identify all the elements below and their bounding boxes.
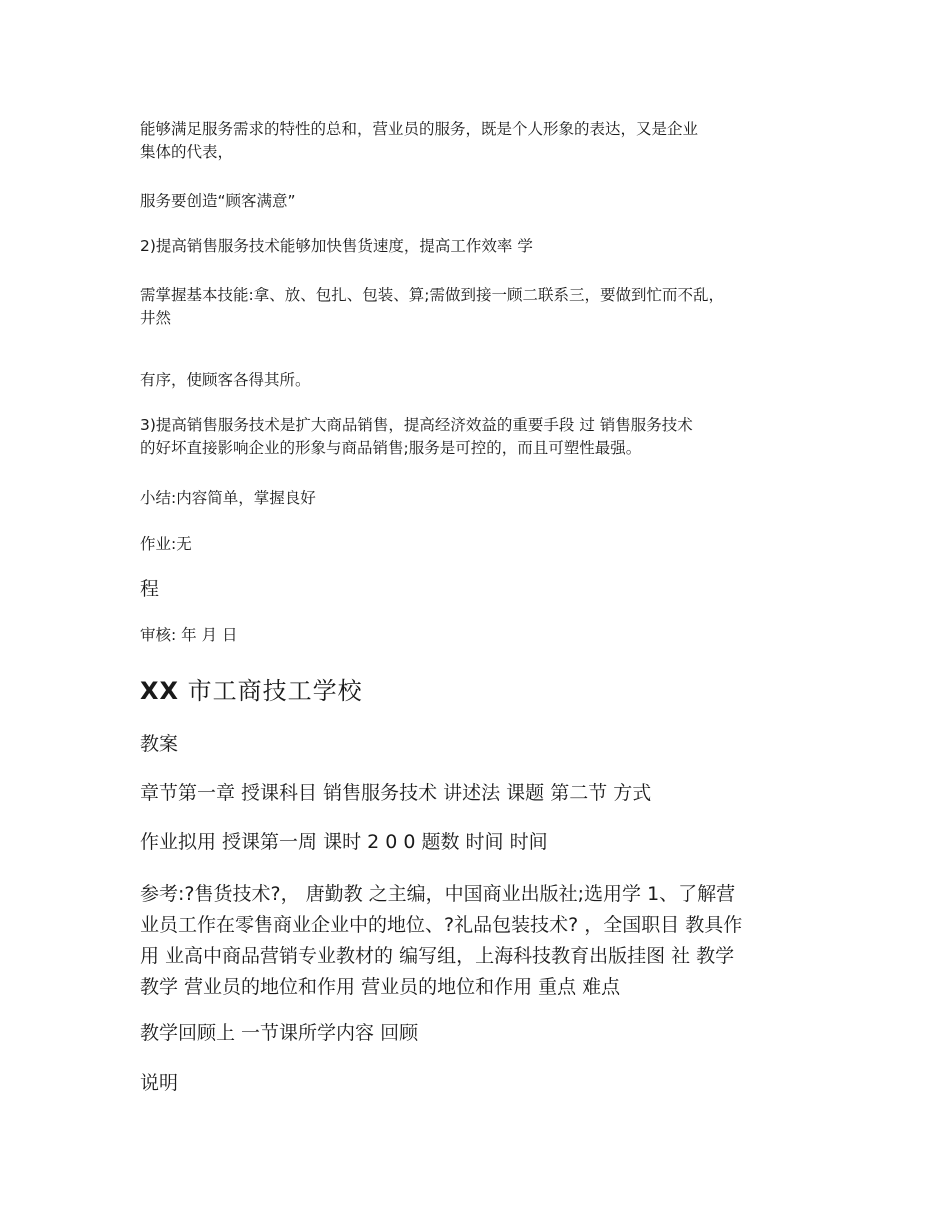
homework-line: 作业:无 [140, 535, 192, 553]
paragraph-orderly: 有序，使顾客各得其所。 [140, 371, 311, 389]
paragraph-customer-satisfaction: 服务要创造“顾客满意” [140, 192, 296, 210]
school-title [140, 676, 363, 706]
summary-line: 小结:内容简单，掌握良好 [140, 489, 316, 507]
school-title-prefix: XX [140, 677, 180, 705]
lesson-review-line: 教学回顾上 一节课所学内容 回顾 [140, 1022, 419, 1044]
school-title-name: 市工商技工学校 [179, 677, 363, 705]
paragraph-point-3: 3)提高销售服务技术是扩大商品销售，提高经济效益的重要手段 过 销售服务技术 的好坏直接影响企业的形象与商品销售;服务是可控的，而且可塑性最强。 [140, 416, 693, 457]
explain-heading: 说明 [140, 1072, 179, 1094]
paragraph-point-2: 2)提高销售服务技术能够加快售货速度，提高工作效率 学 [140, 237, 533, 255]
reference-block: 参考:?售货技术?， 唐勤教 之主编，中国商业出版社;选用学 1、了解营 业员工作在零售商业企业中的地位、?礼品包装技术? ，全国职目 教具作 用 业高中商品营销专业教材的 编写组，上海科技教育出版挂图 社 教学 教学 营业员的地位和作用 营业员的地位和作用 重点 难点 [140, 883, 743, 998]
cheng-text: 程 [140, 578, 160, 600]
review-date-line: 审核: 年 月 日 [140, 626, 238, 644]
homework-schedule-line: 作业拟用 授课第一周 课时 2 0 0 题数 时间 时间 [140, 831, 548, 853]
chapter-info-line: 章节第一章 授课科目 销售服务技术 讲述法 课题 第二节 方式 [140, 782, 652, 804]
paragraph-service-quality: 能够满足服务需求的特性的总和，营业员的服务，既是个人形象的表达，又是企业 集体的代表， [140, 120, 699, 161]
jiaoan-heading: 教案 [140, 733, 179, 755]
paragraph-basic-skills: 需掌握基本技能:拿、放、包扎、包装、算;需做到接一顾二联系三，要做到忙而不乱， 井然 [140, 286, 724, 327]
